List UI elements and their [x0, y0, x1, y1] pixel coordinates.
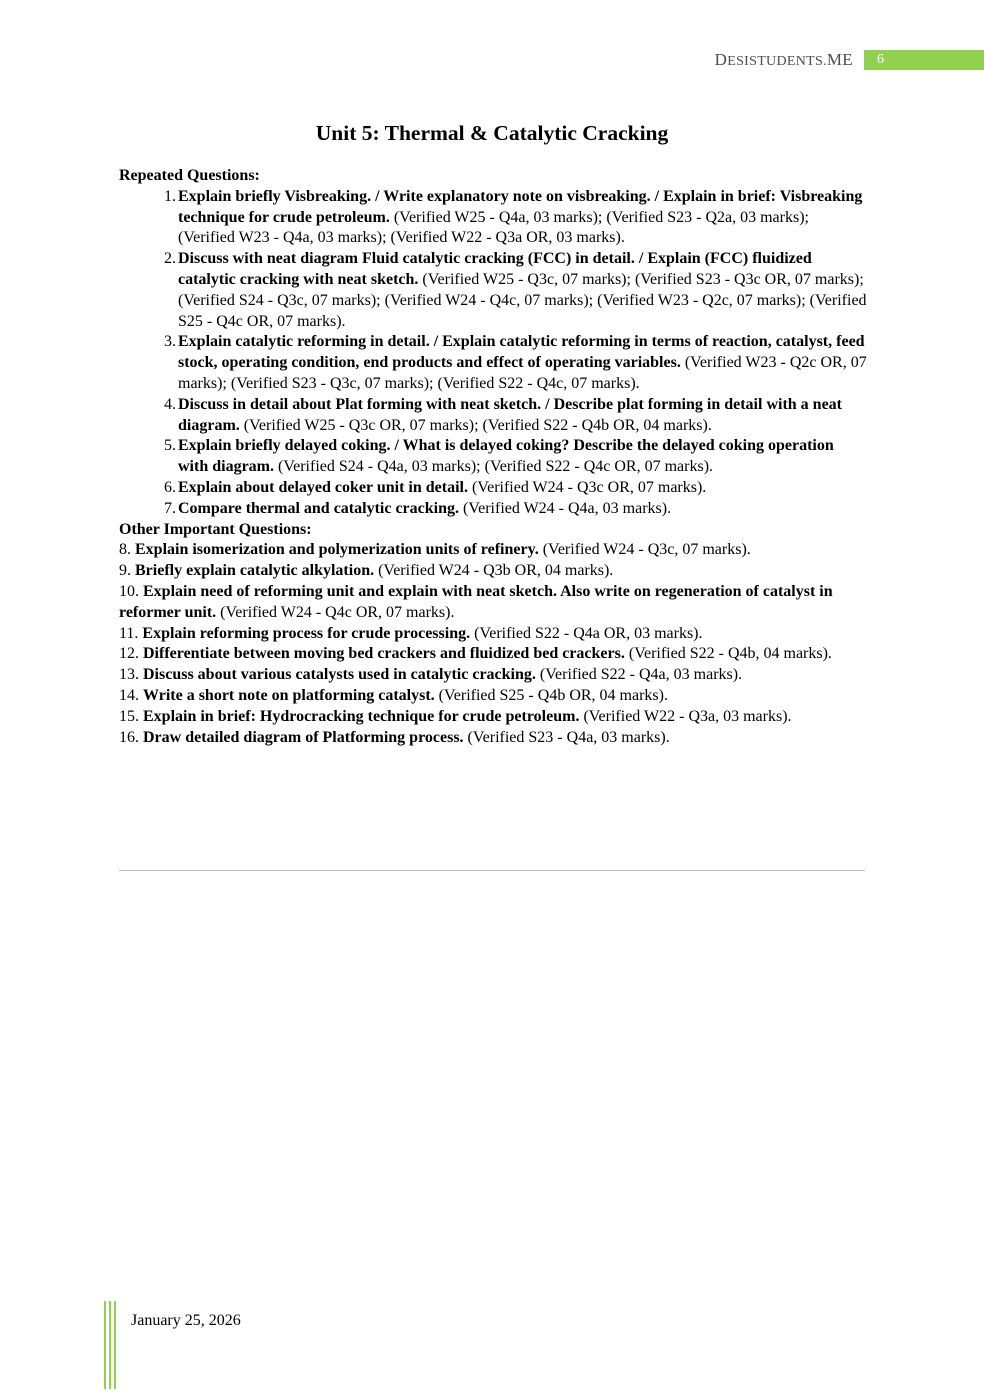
other-question-item [119, 561, 867, 582]
page-title: Unit 5: Thermal & Catalytic Cracking [315, 121, 669, 145]
question-number: 2. [164, 250, 176, 268]
question-reference: (Verified S23 - Q4a, 03 marks). [463, 728, 670, 746]
question-statement: Write a short note on platforming catalyst. [143, 686, 435, 704]
question-reference: (Verified S22 - Q4b, 04 marks). [624, 645, 832, 663]
repeated-question-item [119, 332, 867, 394]
site-initial-m: ME [826, 50, 853, 69]
question-statement: Discuss with neat diagram Fluid catalytic cracking (FCC) in detail. / Explain (FCC) fluidized catalytic cracking with neat sketch. [178, 250, 812, 288]
other-question-item [119, 624, 867, 645]
page-number: 6 [877, 52, 884, 67]
question-statement: Explain reforming process for crude processing. [142, 624, 471, 642]
question-text [178, 187, 867, 249]
question-reference: (Verified W24 - Q4a, 03 marks). [459, 499, 672, 517]
repeated-question-item [119, 478, 867, 499]
repeated-question-item [119, 249, 867, 332]
question-number: 10. [119, 582, 143, 600]
repeated-question-item [119, 436, 867, 478]
question-number: 5. [164, 437, 176, 455]
question-statement: Discuss in detail about Plat forming with neat sketch. / Describe plat forming in detail with a neat diagram. [178, 395, 842, 434]
repeated-questions-heading: Repeated Questions: [119, 167, 260, 184]
footer-bar [114, 1301, 116, 1389]
other-question-item [119, 707, 867, 728]
document-body [119, 166, 867, 748]
question-number: 13. [119, 666, 143, 684]
question-reference: (Verified S22 - Q4a OR, 03 marks). [470, 624, 703, 642]
question-number: 9. [119, 562, 135, 580]
question-reference: (Verified W25 - Q3c OR, 07 marks); (Verified S22 - Q4b OR, 04 marks). [239, 416, 712, 434]
question-number: 15. [119, 707, 143, 725]
question-number: 8. [119, 541, 135, 559]
question-statement: Explain about delayed coker unit in detail. [178, 478, 468, 496]
other-question-item [119, 582, 867, 624]
question-number: 14. [119, 686, 143, 704]
other-questions-list [119, 540, 867, 748]
other-question-item [119, 686, 867, 707]
repeated-question-item [119, 499, 867, 520]
question-reference: (Verified W25 - Q3c, 07 marks); (Verified S23 - Q3c OR, 07 marks); (Verified S24 - Q3c, 07 marks); (Verified W24 - Q4c, 07 marks); (Verified W23 - Q2c, 07 marks); (Verified S25 - Q4c OR, 07 marks). [178, 270, 867, 330]
question-reference: (Verified W24 - Q3c OR, 07 marks). [467, 478, 707, 496]
other-question-item [119, 665, 867, 686]
question-statement: Draw detailed diagram of Platforming process. [143, 728, 464, 746]
footer-accent-bars [104, 1301, 118, 1389]
question-reference: (Verified S24 - Q4a, 03 marks); (Verified S22 - Q4c OR, 07 marks). [274, 458, 714, 476]
repeated-question-item [119, 395, 867, 437]
question-statement: Explain isomerization and polymerization units of refinery. [135, 541, 539, 559]
question-number: 12. [119, 645, 143, 663]
question-statement: Compare thermal and catalytic cracking. [178, 499, 459, 517]
header-site-name [715, 50, 853, 70]
site-initial-d: D [714, 50, 728, 69]
question-statement: Explain catalytic reforming in detail. / Explain catalytic reforming in terms of reaction, catalyst, feed stock, operating condition, end products and effect of operating variables. [178, 333, 865, 372]
question-reference: (Verified W24 - Q3c, 07 marks). [538, 541, 751, 559]
question-reference: (Verified W22 - Q3a, 03 marks). [579, 707, 792, 725]
other-question-item [119, 540, 867, 561]
question-number: 1. [164, 187, 176, 205]
question-reference: (Verified W24 - Q4c OR, 07 marks). [216, 603, 455, 621]
question-statement: Explain briefly delayed coking. / What is delayed coking? Describe the delayed coking operation with diagram. [178, 437, 834, 476]
question-reference: (Verified W24 - Q3b OR, 04 marks). [374, 562, 614, 580]
question-text [178, 499, 867, 520]
footer-date: January 25, 2026 [131, 1312, 241, 1329]
question-number: 3. [164, 333, 176, 351]
question-statement: Explain in brief: Hydrocracking technique for crude petroleum. [143, 707, 580, 725]
question-statement: Explain briefly Visbreaking. / Write explanatory note on visbreaking. / Explain in brief: Visbreaking technique for crude petroleum. [178, 187, 863, 226]
footer-bar [104, 1301, 106, 1389]
question-text [178, 478, 867, 499]
repeated-question-item [119, 187, 867, 249]
question-statement: Explain need of reforming unit and explain with neat sketch. Also write on regeneration of catalyst in reformer unit. [119, 582, 833, 621]
question-reference: (Verified S25 - Q4b OR, 04 marks). [434, 686, 668, 704]
question-reference: (Verified S22 - Q4a, 03 marks). [535, 666, 743, 684]
question-text [178, 395, 867, 437]
question-reference: (Verified W25 - Q4a, 03 marks); (Verified S23 - Q2a, 03 marks); (Verified W23 - Q4a, 03 marks); (Verified W22 - Q3a OR, 03 marks). [178, 208, 809, 247]
other-question-item [119, 728, 867, 749]
page-number-tab [864, 50, 984, 70]
other-questions-heading: Other Important Questions: [119, 520, 312, 538]
question-number: 11. [119, 624, 143, 642]
question-statement: Briefly explain catalytic alkylation. [135, 562, 375, 580]
question-text [178, 436, 867, 478]
question-text [178, 332, 867, 394]
site-name-rest: ESISTUDENTS [727, 54, 824, 69]
question-number: 16. [119, 728, 143, 746]
question-number: 4. [164, 395, 176, 413]
repeated-questions-list [119, 187, 867, 520]
question-reference: (Verified W23 - Q2c OR, 07 marks); (Verified S23 - Q3c, 07 marks); (Verified S22 - Q4c, 07 marks). [178, 354, 867, 392]
question-statement: Discuss about various catalysts used in catalytic cracking. [143, 666, 536, 684]
horizontal-divider [119, 870, 865, 871]
other-question-item [119, 644, 867, 665]
site-dot: . [823, 54, 827, 69]
question-number: 7. [164, 499, 176, 517]
question-statement: Differentiate between moving bed crackers and fluidized bed crackers. [143, 645, 625, 663]
question-text [178, 249, 867, 332]
footer-bar [109, 1301, 111, 1389]
question-number: 6. [164, 478, 176, 496]
